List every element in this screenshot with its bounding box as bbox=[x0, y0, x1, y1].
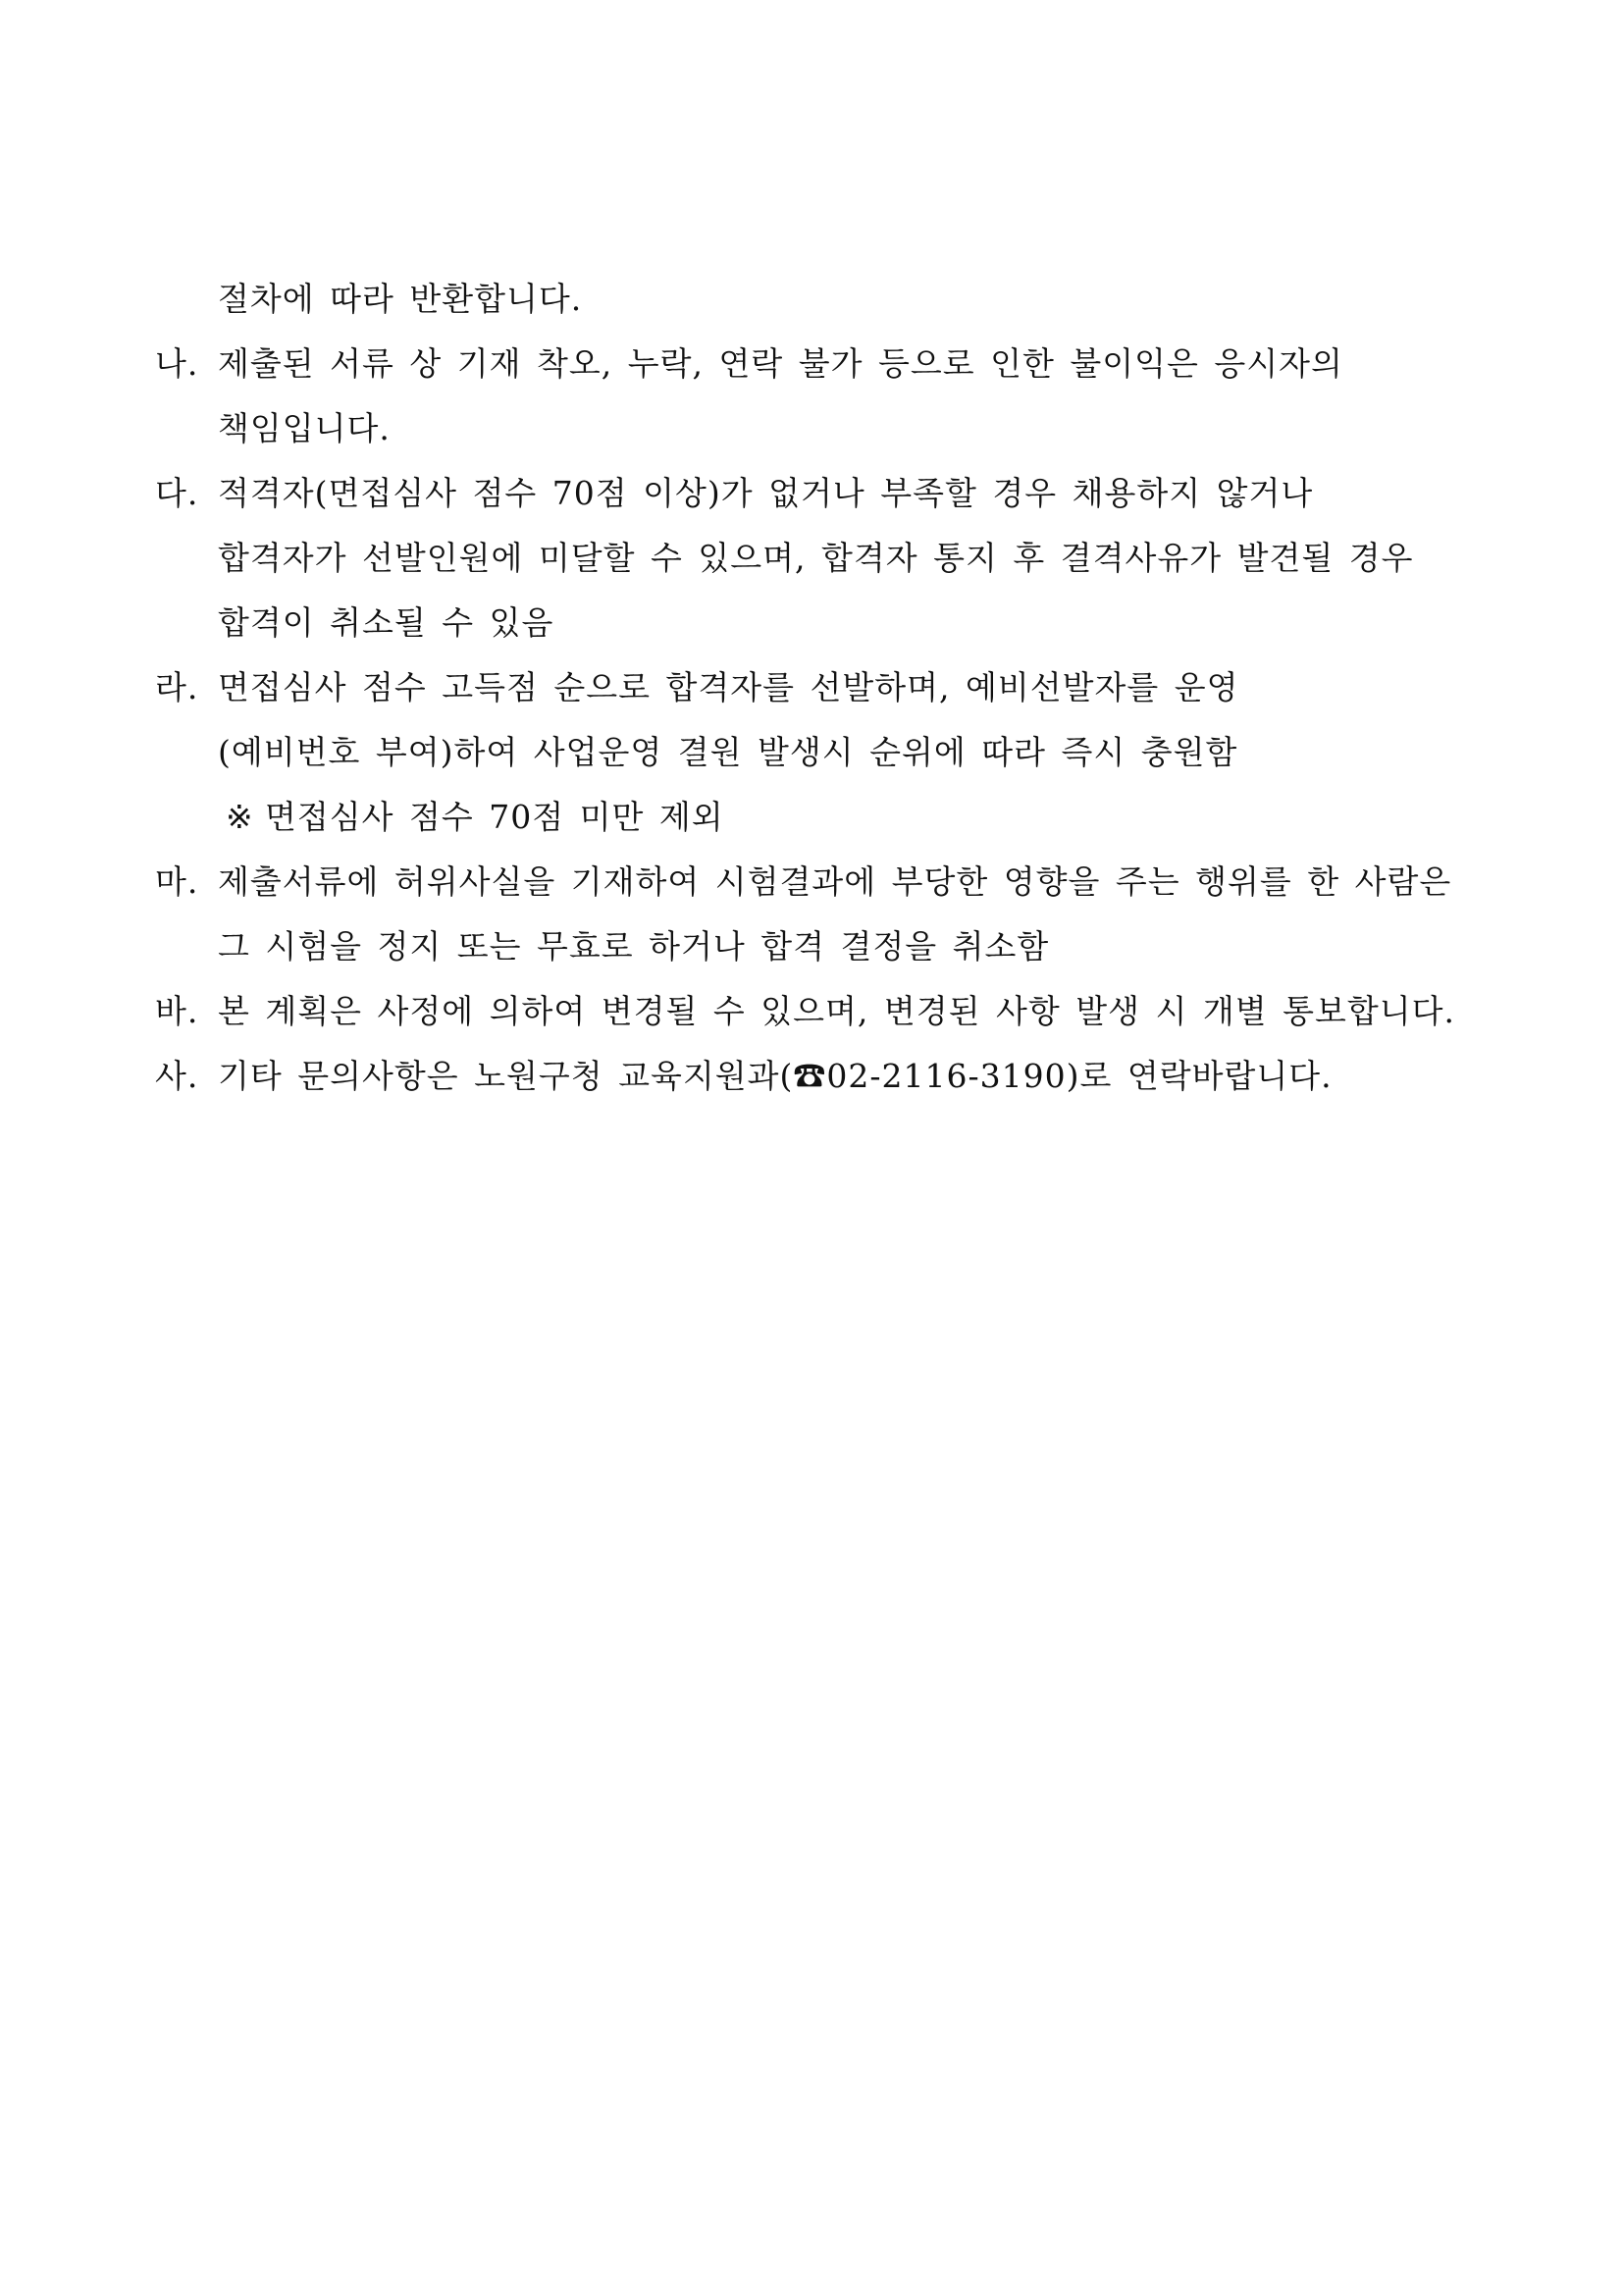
item-da-line3: 합격이 취소될 수 있음 bbox=[218, 603, 554, 642]
item-ma-marker: 마. bbox=[155, 862, 199, 901]
item-ra-line2: (예비번호 부여)하여 사업운영 결원 발생시 순위에 따라 즉시 충원함 bbox=[218, 733, 1238, 771]
item-da-line2: 합격자가 선발인원에 미달할 수 있으며, 합격자 통지 후 결격사유가 발견될 경우 bbox=[218, 539, 1414, 577]
item-ra-marker: 라. bbox=[155, 668, 199, 706]
item-ma-line1: 제출서류에 허위사실을 기재하여 시험결과에 부당한 영향을 주는 행위를 한 사람은 bbox=[218, 862, 1452, 901]
item-na-marker: 나. bbox=[155, 344, 199, 383]
item-ga-continuation-text: 절차에 따라 반환합니다. bbox=[218, 280, 583, 318]
item-da-marker: 다. bbox=[155, 474, 199, 512]
note-reference-mark: ※ bbox=[226, 798, 254, 836]
item-ra-continuation bbox=[155, 720, 1509, 785]
item-ra-note-text: 면접심사 점수 70점 미만 제외 bbox=[265, 798, 724, 836]
item-ma bbox=[155, 850, 1509, 914]
item-na-line2: 책임입니다. bbox=[218, 409, 391, 447]
item-sa bbox=[155, 1044, 1509, 1109]
item-da bbox=[155, 461, 1509, 526]
item-ma-continuation bbox=[155, 914, 1509, 979]
item-da-continuation bbox=[155, 526, 1509, 591]
item-na-line1: 제출된 서류 상 기재 착오, 누락, 연락 불가 등으로 인한 불이익은 응시자의 bbox=[218, 344, 1343, 383]
item-da-continuation-2 bbox=[155, 591, 1509, 655]
notice-list bbox=[155, 267, 1509, 1109]
item-na-continuation bbox=[155, 396, 1509, 461]
item-ra bbox=[155, 655, 1509, 720]
item-ra-note bbox=[155, 785, 1509, 850]
item-ma-line2: 그 시험을 정지 또는 무효로 하거나 합격 결정을 취소함 bbox=[218, 927, 1050, 965]
item-sa-marker: 사. bbox=[155, 1057, 199, 1095]
item-ba-marker: 바. bbox=[155, 992, 199, 1030]
item-ga-continuation bbox=[155, 267, 1509, 332]
item-ba bbox=[155, 979, 1509, 1044]
item-sa-line1: 기타 문의사항은 노원구청 교육지원과(☎02-2116-3190)로 연락바랍니다. bbox=[218, 1057, 1333, 1095]
item-na bbox=[155, 332, 1509, 396]
item-ra-line1: 면접심사 점수 고득점 순으로 합격자를 선발하며, 예비선발자를 운영 bbox=[218, 668, 1239, 706]
item-ba-line1: 본 계획은 사정에 의하여 변경될 수 있으며, 변경된 사항 발생 시 개별 통보합니다. bbox=[218, 992, 1455, 1030]
item-da-line1: 적격자(면접심사 점수 70점 이상)가 없거나 부족할 경우 채용하지 않거나 bbox=[218, 474, 1314, 512]
